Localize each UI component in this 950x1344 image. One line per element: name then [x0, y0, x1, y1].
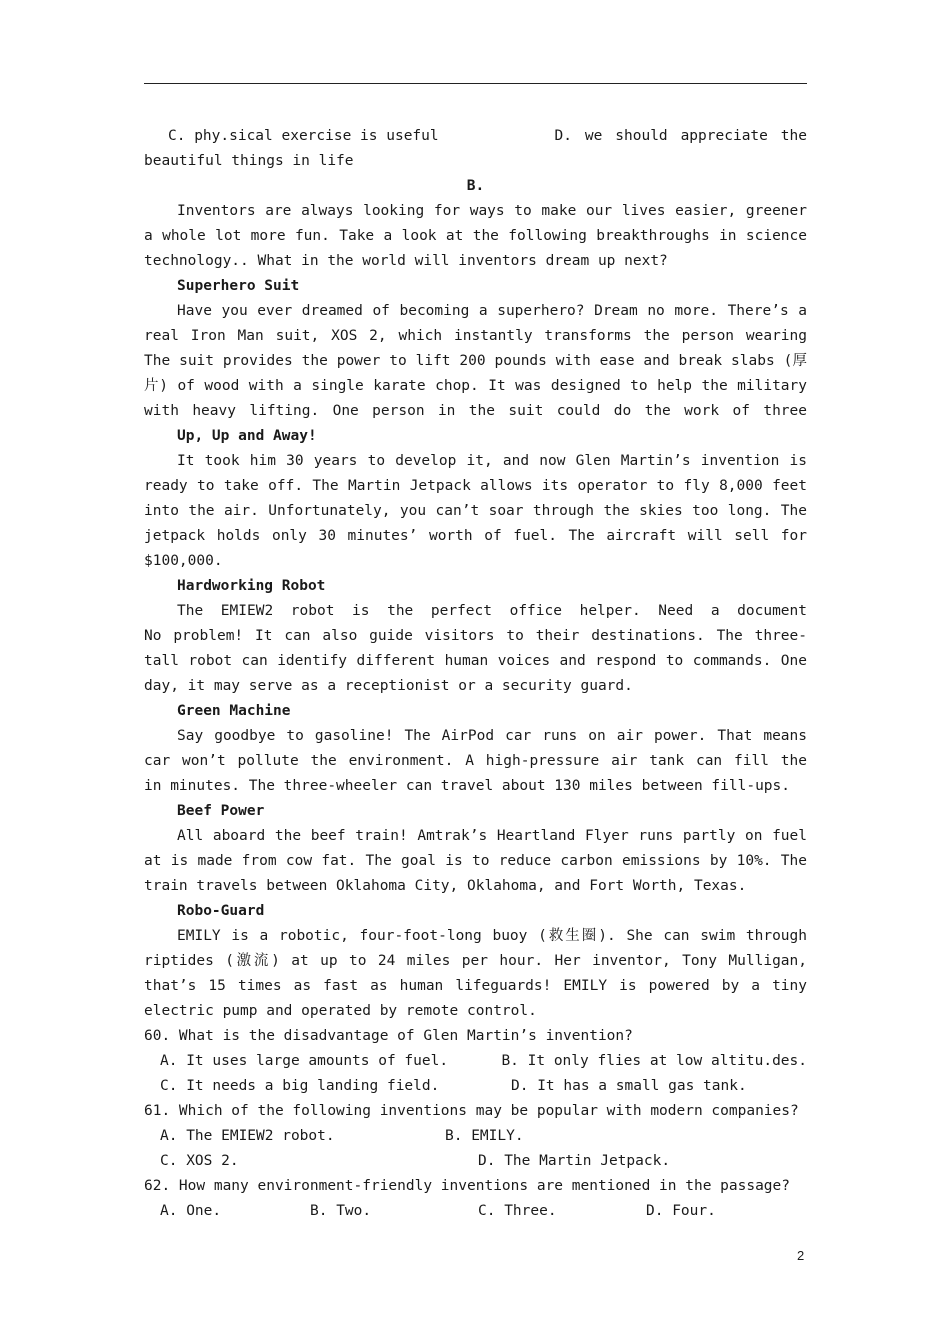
header-rule: [144, 83, 807, 84]
paragraph-line: The EMIEW2 robot is the perfect office helper. Need a document: [177, 603, 807, 619]
paragraph-line: EMILY is a robotic, four-foot-long buoy (救生圈). She can swim through: [177, 928, 807, 944]
question-options-row: [144, 1149, 807, 1174]
paragraph-line: The suit provides the power to lift 200 pounds with ease and break slabs (厚: [144, 353, 807, 369]
paragraph-line: $100,000.: [144, 553, 223, 569]
question-option: A. It uses large amounts of fuel.: [160, 1053, 449, 1069]
paragraph-line: at is made from cow fat. The goal is to reduce carbon emissions by 10%. The: [144, 853, 807, 869]
question-option: C. XOS 2.: [160, 1153, 239, 1169]
intro-line: technology.. What in the world will inventors dream up next?: [144, 253, 668, 269]
section-heading: Beef Power: [177, 803, 265, 819]
section-heading: Robo-Guard: [177, 903, 265, 919]
question-option: C. Three.: [478, 1203, 557, 1219]
paragraph-line: Say goodbye to gasoline! The AirPod car runs on air power. That means: [177, 728, 807, 744]
paragraph-line: real Iron Man suit, XOS 2, which instantly transforms the person wearing: [144, 328, 807, 344]
paragraph-line: train travels between Oklahoma City, Oklahoma, and Fort Worth, Texas.: [144, 878, 747, 894]
question-options-row: [144, 1049, 807, 1074]
prev-option-d-line1: D. we should appreciate the: [554, 128, 807, 144]
prev-options-row: [144, 124, 807, 149]
paragraph-line: car won’t pollute the environment. A high-pressure air tank can fill the: [144, 753, 807, 769]
section-heading: Hardworking Robot: [177, 578, 326, 594]
question-option: A. The EMIEW2 robot.: [160, 1128, 335, 1144]
question-options-row: [144, 1199, 807, 1224]
question-stem: 61. Which of the following inventions may be popular with modern companies?: [144, 1103, 799, 1119]
question-option: B. EMILY.: [445, 1128, 524, 1144]
question-stem: 62. How many environment-friendly inventions are mentioned in the passage?: [144, 1178, 791, 1194]
paragraph-line: into the air. Unfortunately, you can’t soar through the skies too long. The: [144, 503, 807, 519]
question-option: C. It needs a big landing field.: [160, 1078, 440, 1094]
section-label: B.: [466, 178, 485, 194]
question-option: D. Four.: [646, 1203, 716, 1219]
paragraph-line: with heavy lifting. One person in the suit could do the work of three: [144, 403, 807, 419]
paragraph-line: tall robot can identify different human voices and respond to commands. One: [144, 653, 807, 669]
page-content: [144, 124, 807, 1224]
question-option: D. The Martin Jetpack.: [478, 1153, 671, 1169]
prev-option-d-line2: beautiful things in life: [144, 153, 354, 169]
paragraph-line: Have you ever dreamed of becoming a superhero? Dream no more. There’s a: [177, 303, 807, 319]
paragraph-line: day, it may serve as a receptionist or a security guard.: [144, 678, 633, 694]
prev-option-c: C. phy.sical exercise is useful: [168, 128, 439, 144]
question-options-row: [144, 1124, 807, 1149]
section-heading: Up, Up and Away!: [177, 428, 317, 444]
intro-line: a whole lot more fun. Take a look at the following breakthroughs in science: [144, 228, 807, 244]
paragraph-line: jetpack holds only 30 minutes’ worth of fuel. The aircraft will sell for: [144, 528, 807, 544]
paragraph-line: in minutes. The three-wheeler can travel about 130 miles between fill-ups.: [144, 778, 791, 794]
paragraph-line: ready to take off. The Martin Jetpack allows its operator to fly 8,000 feet: [144, 478, 807, 494]
question-option: D. It has a small gas tank.: [511, 1078, 747, 1094]
paragraph-line: No problem! It can also guide visitors to their destinations. The three-: [144, 628, 807, 644]
intro-line: Inventors are always looking for ways to make our lives easier, greener: [177, 203, 807, 219]
section-heading: Superhero Suit: [177, 278, 300, 294]
paragraph-line: It took him 30 years to develop it, and now Glen Martin’s invention is: [177, 453, 807, 469]
paragraph-line: All aboard the beef train! Amtrak’s Heartland Flyer runs partly on fuel: [177, 828, 807, 844]
question-stem: 60. What is the disadvantage of Glen Martin’s invention?: [144, 1028, 633, 1044]
question-option: B. Two.: [310, 1203, 372, 1219]
page-number: 2: [797, 1248, 805, 1263]
paragraph-line: that’s 15 times as fast as human lifeguards! EMILY is powered by a tiny: [144, 978, 807, 994]
question-option: A. One.: [160, 1203, 222, 1219]
question-option: B. It only flies at low altitu.des.: [501, 1053, 807, 1069]
section-heading: Green Machine: [177, 703, 291, 719]
paragraph-line: 片) of wood with a single karate chop. It was designed to help the military: [144, 378, 807, 394]
paragraph-line: riptides (激流) at up to 24 miles per hour. Her inventor, Tony Mulligan,: [144, 953, 807, 969]
question-options-row: [144, 1074, 807, 1099]
paragraph-line: electric pump and operated by remote control.: [144, 1003, 537, 1019]
